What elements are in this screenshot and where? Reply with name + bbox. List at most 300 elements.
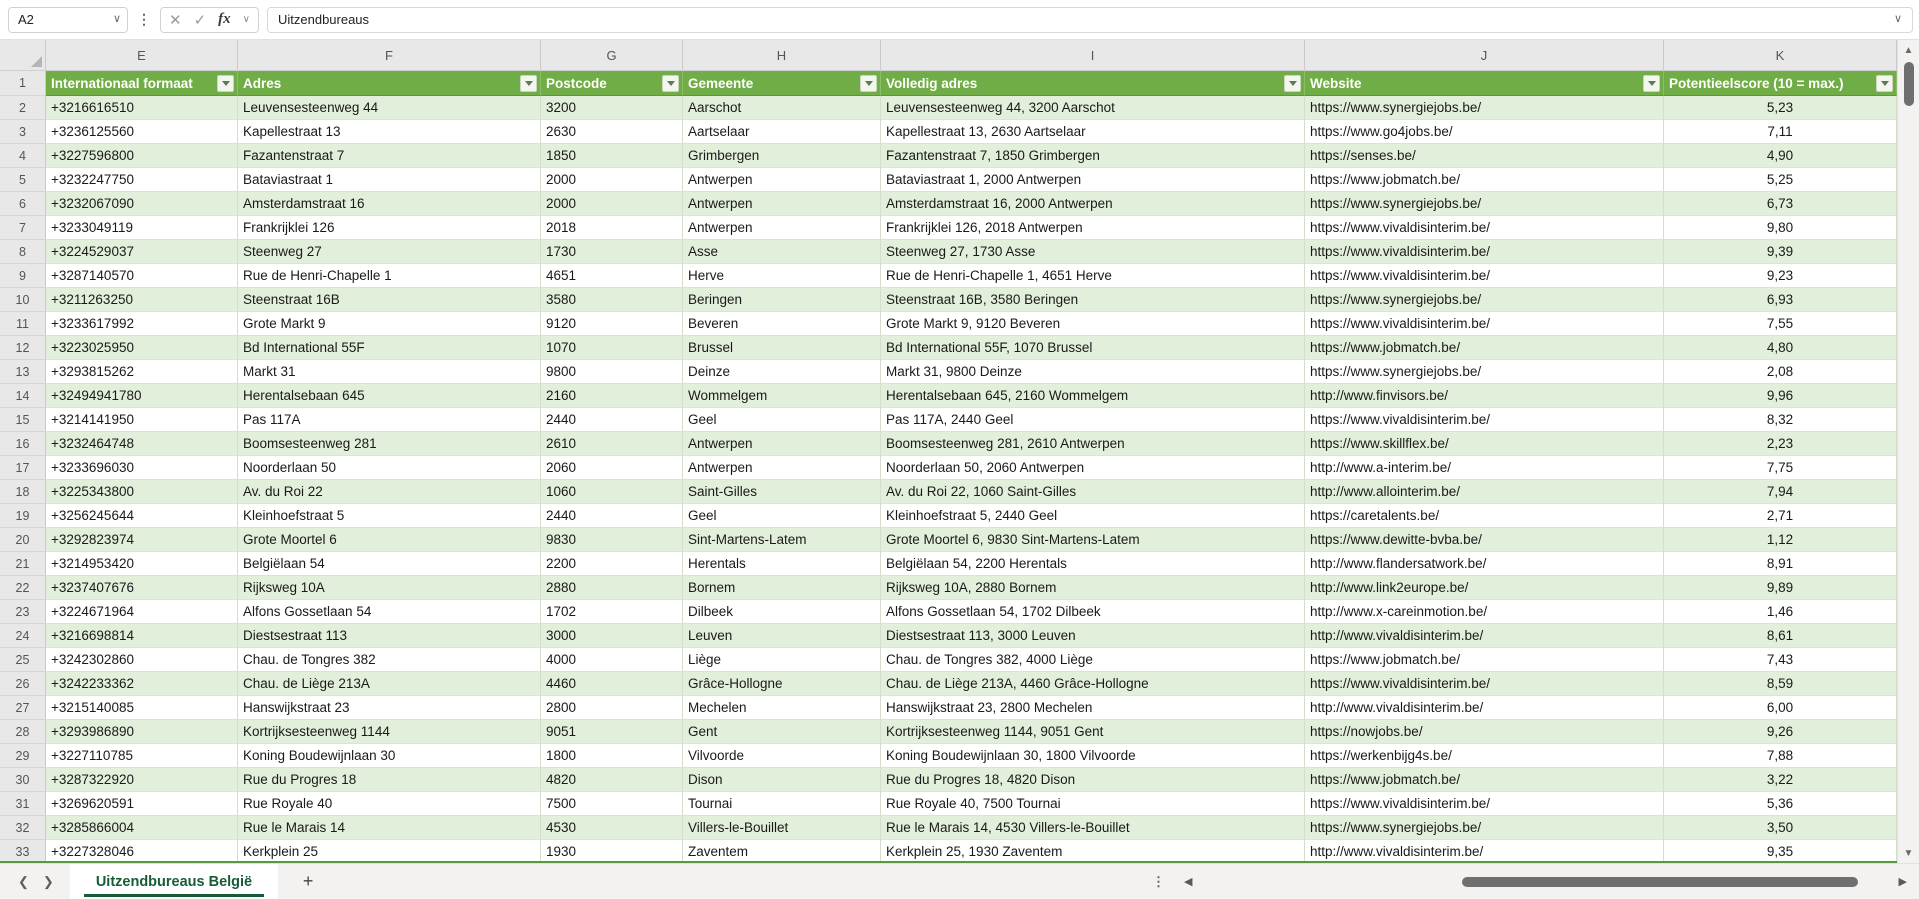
cell-H12[interactable]: Brussel (683, 336, 881, 360)
cell-K28[interactable]: 9,26 (1664, 720, 1897, 744)
cell-I2[interactable]: Leuvensesteenweg 44, 3200 Aarschot (881, 96, 1305, 120)
cell-K25[interactable]: 7,43 (1664, 648, 1897, 672)
cell-G12[interactable]: 1070 (541, 336, 683, 360)
cell-E30[interactable]: +3287322920 (46, 768, 238, 792)
cell-G23[interactable]: 1702 (541, 600, 683, 624)
row-header-25[interactable]: 25 (0, 648, 46, 672)
sheet-tab-active[interactable] (70, 864, 278, 899)
cell-K19[interactable]: 2,71 (1664, 504, 1897, 528)
cell-F12[interactable]: Bd International 55F (238, 336, 541, 360)
cell-G32[interactable]: 4530 (541, 816, 683, 840)
row-header-11[interactable]: 11 (0, 312, 46, 336)
cell-K21[interactable]: 8,91 (1664, 552, 1897, 576)
cell-E28[interactable]: +3293986890 (46, 720, 238, 744)
cell-H27[interactable]: Mechelen (683, 696, 881, 720)
cell-H5[interactable]: Antwerpen (683, 168, 881, 192)
row-header-28[interactable]: 28 (0, 720, 46, 744)
cell-K27[interactable]: 6,00 (1664, 696, 1897, 720)
cell-F11[interactable]: Grote Markt 9 (238, 312, 541, 336)
cell-G8[interactable]: 1730 (541, 240, 683, 264)
cell-E19[interactable]: +3256245644 (46, 504, 238, 528)
cell-K8[interactable]: 9,39 (1664, 240, 1897, 264)
cell-K4[interactable]: 4,90 (1664, 144, 1897, 168)
cell-E10[interactable]: +3211263250 (46, 288, 238, 312)
cell-I22[interactable]: Rijksweg 10A, 2880 Bornem (881, 576, 1305, 600)
row-header-32[interactable]: 32 (0, 816, 46, 840)
filter-button-F[interactable] (520, 75, 537, 92)
cell-F9[interactable]: Rue de Henri-Chapelle 1 (238, 264, 541, 288)
scroll-up-icon[interactable]: ▲ (1903, 44, 1914, 56)
cell-I4[interactable]: Fazantenstraat 7, 1850 Grimbergen (881, 144, 1305, 168)
cell-I12[interactable]: Bd International 55F, 1070 Brussel (881, 336, 1305, 360)
table-header-G[interactable] (541, 71, 683, 96)
cell-H6[interactable]: Antwerpen (683, 192, 881, 216)
cell-J28[interactable]: https://nowjobs.be/ (1305, 720, 1664, 744)
cell-J27[interactable]: http://www.vivaldisinterim.be/ (1305, 696, 1664, 720)
column-header-E[interactable]: E (46, 40, 238, 70)
cell-K18[interactable]: 7,94 (1664, 480, 1897, 504)
cell-F18[interactable]: Av. du Roi 22 (238, 480, 541, 504)
cell-J19[interactable]: https://caretalents.be/ (1305, 504, 1664, 528)
cell-H23[interactable]: Dilbeek (683, 600, 881, 624)
cell-F29[interactable]: Koning Boudewijnlaan 30 (238, 744, 541, 768)
table-header-H[interactable] (683, 71, 881, 96)
add-sheet-button[interactable]: + (302, 871, 314, 891)
cell-K12[interactable]: 4,80 (1664, 336, 1897, 360)
cell-J10[interactable]: https://www.synergiejobs.be/ (1305, 288, 1664, 312)
cell-J33[interactable]: http://www.vivaldisinterim.be/ (1305, 840, 1664, 863)
cell-J14[interactable]: http://www.finvisors.be/ (1305, 384, 1664, 408)
cell-E9[interactable]: +3287140570 (46, 264, 238, 288)
cell-J31[interactable]: https://www.vivaldisinterim.be/ (1305, 792, 1664, 816)
cell-F5[interactable]: Bataviastraat 1 (238, 168, 541, 192)
cell-J29[interactable]: https://werkenbijg4s.be/ (1305, 744, 1664, 768)
cell-I14[interactable]: Herentalsebaan 645, 2160 Wommelgem (881, 384, 1305, 408)
cell-K5[interactable]: 5,25 (1664, 168, 1897, 192)
cell-E24[interactable]: +3216698814 (46, 624, 238, 648)
cell-H9[interactable]: Herve (683, 264, 881, 288)
cell-G31[interactable]: 7500 (541, 792, 683, 816)
cell-H14[interactable]: Wommelgem (683, 384, 881, 408)
cell-E8[interactable]: +3224529037 (46, 240, 238, 264)
cell-K9[interactable]: 9,23 (1664, 264, 1897, 288)
cell-H22[interactable]: Bornem (683, 576, 881, 600)
cell-J23[interactable]: http://www.x-careinmotion.be/ (1305, 600, 1664, 624)
cell-I13[interactable]: Markt 31, 9800 Deinze (881, 360, 1305, 384)
cell-I9[interactable]: Rue de Henri-Chapelle 1, 4651 Herve (881, 264, 1305, 288)
cell-E20[interactable]: +3292823974 (46, 528, 238, 552)
row-header-22[interactable]: 22 (0, 576, 46, 600)
cell-H33[interactable]: Zaventem (683, 840, 881, 863)
cell-I29[interactable]: Koning Boudewijnlaan 30, 1800 Vilvoorde (881, 744, 1305, 768)
cell-F24[interactable]: Diestsestraat 113 (238, 624, 541, 648)
cell-J26[interactable]: https://www.vivaldisinterim.be/ (1305, 672, 1664, 696)
cell-I15[interactable]: Pas 117A, 2440 Geel (881, 408, 1305, 432)
cell-F13[interactable]: Markt 31 (238, 360, 541, 384)
table-header-J[interactable] (1305, 71, 1664, 96)
cell-K24[interactable]: 8,61 (1664, 624, 1897, 648)
cell-J4[interactable]: https://senses.be/ (1305, 144, 1664, 168)
cell-K23[interactable]: 1,46 (1664, 600, 1897, 624)
row-header-29[interactable]: 29 (0, 744, 46, 768)
cell-H26[interactable]: Grâce-Hollogne (683, 672, 881, 696)
cell-H20[interactable]: Sint-Martens-Latem (683, 528, 881, 552)
next-sheet-icon[interactable]: ❯ (42, 873, 54, 889)
cell-H28[interactable]: Gent (683, 720, 881, 744)
cell-E15[interactable]: +3214141950 (46, 408, 238, 432)
row-header-26[interactable]: 26 (0, 672, 46, 696)
row-header-8[interactable]: 8 (0, 240, 46, 264)
cell-I19[interactable]: Kleinhoefstraat 5, 2440 Geel (881, 504, 1305, 528)
cell-H10[interactable]: Beringen (683, 288, 881, 312)
cell-K11[interactable]: 7,55 (1664, 312, 1897, 336)
cell-H31[interactable]: Tournai (683, 792, 881, 816)
cell-I21[interactable]: Belgiëlaan 54, 2200 Herentals (881, 552, 1305, 576)
column-header-K[interactable]: K (1664, 40, 1897, 70)
cell-J20[interactable]: https://www.dewitte-bvba.be/ (1305, 528, 1664, 552)
tab-bar-kebab-icon[interactable]: ⋮ (1152, 873, 1165, 889)
cell-K17[interactable]: 7,75 (1664, 456, 1897, 480)
cell-G17[interactable]: 2060 (541, 456, 683, 480)
cell-G33[interactable]: 1930 (541, 840, 683, 863)
cell-F3[interactable]: Kapellestraat 13 (238, 120, 541, 144)
row-header-4[interactable]: 4 (0, 144, 46, 168)
name-box[interactable] (8, 7, 128, 33)
cell-F27[interactable]: Hanswijkstraat 23 (238, 696, 541, 720)
cell-H13[interactable]: Deinze (683, 360, 881, 384)
cell-G2[interactable]: 3200 (541, 96, 683, 120)
row-header-16[interactable]: 16 (0, 432, 46, 456)
cell-I24[interactable]: Diestsestraat 113, 3000 Leuven (881, 624, 1305, 648)
row-header-27[interactable]: 27 (0, 696, 46, 720)
column-header-I[interactable]: I (881, 40, 1305, 70)
cell-E13[interactable]: +3293815262 (46, 360, 238, 384)
cell-H16[interactable]: Antwerpen (683, 432, 881, 456)
filter-button-H[interactable] (860, 75, 877, 92)
cell-I18[interactable]: Av. du Roi 22, 1060 Saint-Gilles (881, 480, 1305, 504)
cell-I26[interactable]: Chau. de Liège 213A, 4460 Grâce-Hollogne (881, 672, 1305, 696)
cell-E11[interactable]: +3233617992 (46, 312, 238, 336)
cell-G20[interactable]: 9830 (541, 528, 683, 552)
cell-F6[interactable]: Amsterdamstraat 16 (238, 192, 541, 216)
cell-J15[interactable]: https://www.vivaldisinterim.be/ (1305, 408, 1664, 432)
cell-E7[interactable]: +3233049119 (46, 216, 238, 240)
row-header-12[interactable]: 12 (0, 336, 46, 360)
cell-F8[interactable]: Steenweg 27 (238, 240, 541, 264)
row-header-3[interactable]: 3 (0, 120, 46, 144)
cell-G19[interactable]: 2440 (541, 504, 683, 528)
cell-H7[interactable]: Antwerpen (683, 216, 881, 240)
select-all-corner[interactable] (0, 40, 46, 70)
cell-H15[interactable]: Geel (683, 408, 881, 432)
cell-H32[interactable]: Villers-le-Bouillet (683, 816, 881, 840)
scroll-left-icon[interactable]: ◀ (1184, 876, 1193, 888)
cell-G16[interactable]: 2610 (541, 432, 683, 456)
cell-K22[interactable]: 9,89 (1664, 576, 1897, 600)
cell-F19[interactable]: Kleinhoefstraat 5 (238, 504, 541, 528)
cell-G13[interactable]: 9800 (541, 360, 683, 384)
row-header-10[interactable]: 10 (0, 288, 46, 312)
filter-button-J[interactable] (1643, 75, 1660, 92)
cell-I8[interactable]: Steenweg 27, 1730 Asse (881, 240, 1305, 264)
cell-F14[interactable]: Herentalsebaan 645 (238, 384, 541, 408)
scroll-down-icon[interactable]: ▼ (1903, 847, 1914, 859)
cell-I16[interactable]: Boomsesteenweg 281, 2610 Antwerpen (881, 432, 1305, 456)
cell-G9[interactable]: 4651 (541, 264, 683, 288)
cell-F10[interactable]: Steenstraat 16B (238, 288, 541, 312)
table-header-F[interactable] (238, 71, 541, 96)
cell-E21[interactable]: +3214953420 (46, 552, 238, 576)
cell-K13[interactable]: 2,08 (1664, 360, 1897, 384)
row-header-30[interactable]: 30 (0, 768, 46, 792)
formula-bar-kebab-icon[interactable]: ⋮ (137, 11, 151, 27)
cell-I32[interactable]: Rue le Marais 14, 4530 Villers-le-Bouillet (881, 816, 1305, 840)
cell-G11[interactable]: 9120 (541, 312, 683, 336)
cell-I3[interactable]: Kapellestraat 13, 2630 Aartselaar (881, 120, 1305, 144)
cell-E26[interactable]: +3242233362 (46, 672, 238, 696)
cell-K2[interactable]: 5,23 (1664, 96, 1897, 120)
row-header-15[interactable]: 15 (0, 408, 46, 432)
row-header-13[interactable]: 13 (0, 360, 46, 384)
row-header-9[interactable]: 9 (0, 264, 46, 288)
cell-K26[interactable]: 8,59 (1664, 672, 1897, 696)
prev-sheet-icon[interactable]: ❮ (18, 873, 29, 889)
cell-H30[interactable]: Dison (683, 768, 881, 792)
cell-E27[interactable]: +3215140085 (46, 696, 238, 720)
row-header-20[interactable]: 20 (0, 528, 46, 552)
cell-J25[interactable]: https://www.jobmatch.be/ (1305, 648, 1664, 672)
cell-J3[interactable]: https://www.go4jobs.be/ (1305, 120, 1664, 144)
row-header-2[interactable]: 2 (0, 96, 46, 120)
cell-K6[interactable]: 6,73 (1664, 192, 1897, 216)
filter-button-I[interactable] (1284, 75, 1301, 92)
cell-G4[interactable]: 1850 (541, 144, 683, 168)
cell-G22[interactable]: 2880 (541, 576, 683, 600)
cell-F23[interactable]: Alfons Gossetlaan 54 (238, 600, 541, 624)
cell-H24[interactable]: Leuven (683, 624, 881, 648)
cell-K29[interactable]: 7,88 (1664, 744, 1897, 768)
cell-I10[interactable]: Steenstraat 16B, 3580 Beringen (881, 288, 1305, 312)
cell-G29[interactable]: 1800 (541, 744, 683, 768)
cell-G18[interactable]: 1060 (541, 480, 683, 504)
cell-G24[interactable]: 3000 (541, 624, 683, 648)
column-header-J[interactable]: J (1305, 40, 1664, 70)
cell-J8[interactable]: https://www.vivaldisinterim.be/ (1305, 240, 1664, 264)
cell-J22[interactable]: http://www.link2europe.be/ (1305, 576, 1664, 600)
cell-J13[interactable]: https://www.synergiejobs.be/ (1305, 360, 1664, 384)
cell-G28[interactable]: 9051 (541, 720, 683, 744)
cell-E29[interactable]: +3227110785 (46, 744, 238, 768)
horizontal-scrollbar[interactable] (1178, 864, 1913, 899)
cell-J30[interactable]: https://www.jobmatch.be/ (1305, 768, 1664, 792)
cell-F4[interactable]: Fazantenstraat 7 (238, 144, 541, 168)
cell-E6[interactable]: +3232067090 (46, 192, 238, 216)
cell-K33[interactable]: 9,35 (1664, 840, 1897, 863)
cell-E22[interactable]: +3237407676 (46, 576, 238, 600)
cell-F26[interactable]: Chau. de Liège 213A (238, 672, 541, 696)
cell-I27[interactable]: Hanswijkstraat 23, 2800 Mechelen (881, 696, 1305, 720)
cell-E3[interactable]: +3236125560 (46, 120, 238, 144)
cell-G26[interactable]: 4460 (541, 672, 683, 696)
table-header-E[interactable] (46, 71, 238, 96)
scroll-right-icon[interactable]: ▶ (1898, 876, 1907, 888)
cell-G25[interactable]: 4000 (541, 648, 683, 672)
cell-E25[interactable]: +3242302860 (46, 648, 238, 672)
cell-K15[interactable]: 8,32 (1664, 408, 1897, 432)
cell-K31[interactable]: 5,36 (1664, 792, 1897, 816)
cell-J9[interactable]: https://www.vivaldisinterim.be/ (1305, 264, 1664, 288)
filter-button-E[interactable] (217, 75, 234, 92)
cell-J16[interactable]: https://www.skillflex.be/ (1305, 432, 1664, 456)
cell-J7[interactable]: https://www.vivaldisinterim.be/ (1305, 216, 1664, 240)
row-header-23[interactable]: 23 (0, 600, 46, 624)
cell-G30[interactable]: 4820 (541, 768, 683, 792)
vertical-scrollbar[interactable] (1897, 40, 1919, 863)
cell-J24[interactable]: http://www.vivaldisinterim.be/ (1305, 624, 1664, 648)
cell-H8[interactable]: Asse (683, 240, 881, 264)
cancel-entry-icon[interactable]: ✕ (169, 11, 182, 29)
cell-F20[interactable]: Grote Moortel 6 (238, 528, 541, 552)
row-header-14[interactable]: 14 (0, 384, 46, 408)
cell-I31[interactable]: Rue Royale 40, 7500 Tournai (881, 792, 1305, 816)
cell-G10[interactable]: 3580 (541, 288, 683, 312)
cell-H4[interactable]: Grimbergen (683, 144, 881, 168)
cell-H18[interactable]: Saint-Gilles (683, 480, 881, 504)
formula-bar-expand-icon[interactable]: ∨ (1893, 13, 1902, 25)
confirm-entry-icon[interactable]: ✓ (193, 11, 207, 29)
cell-E18[interactable]: +3225343800 (46, 480, 238, 504)
cell-G6[interactable]: 2000 (541, 192, 683, 216)
cell-E2[interactable]: +3216616510 (46, 96, 238, 120)
cell-I7[interactable]: Frankrijklei 126, 2018 Antwerpen (881, 216, 1305, 240)
row-header-21[interactable]: 21 (0, 552, 46, 576)
cell-J17[interactable]: http://www.a-interim.be/ (1305, 456, 1664, 480)
cell-K10[interactable]: 6,93 (1664, 288, 1897, 312)
horizontal-scroll-track[interactable] (1198, 876, 1892, 888)
cell-G21[interactable]: 2200 (541, 552, 683, 576)
cell-I6[interactable]: Amsterdamstraat 16, 2000 Antwerpen (881, 192, 1305, 216)
cell-E16[interactable]: +3232464748 (46, 432, 238, 456)
cell-E23[interactable]: +3224671964 (46, 600, 238, 624)
filter-button-K[interactable] (1876, 75, 1893, 92)
cell-J2[interactable]: https://www.synergiejobs.be/ (1305, 96, 1664, 120)
cell-F22[interactable]: Rijksweg 10A (238, 576, 541, 600)
cell-H2[interactable]: Aarschot (683, 96, 881, 120)
cell-F25[interactable]: Chau. de Tongres 382 (238, 648, 541, 672)
cell-E31[interactable]: +3269620591 (46, 792, 238, 816)
cell-E5[interactable]: +3232247750 (46, 168, 238, 192)
vertical-scroll-thumb[interactable] (1904, 62, 1914, 106)
cell-E17[interactable]: +3233696030 (46, 456, 238, 480)
cell-I30[interactable]: Rue du Progres 18, 4820 Dison (881, 768, 1305, 792)
cell-K16[interactable]: 2,23 (1664, 432, 1897, 456)
cell-J32[interactable]: https://www.synergiejobs.be/ (1305, 816, 1664, 840)
cell-F7[interactable]: Frankrijklei 126 (238, 216, 541, 240)
cell-F2[interactable]: Leuvensesteenweg 44 (238, 96, 541, 120)
cell-E32[interactable]: +3285866004 (46, 816, 238, 840)
cell-K20[interactable]: 1,12 (1664, 528, 1897, 552)
cell-J18[interactable]: http://www.allointerim.be/ (1305, 480, 1664, 504)
cell-K7[interactable]: 9,80 (1664, 216, 1897, 240)
cell-J12[interactable]: https://www.jobmatch.be/ (1305, 336, 1664, 360)
row-header-31[interactable]: 31 (0, 792, 46, 816)
cell-H29[interactable]: Vilvoorde (683, 744, 881, 768)
row-header-6[interactable]: 6 (0, 192, 46, 216)
cell-K30[interactable]: 3,22 (1664, 768, 1897, 792)
cell-E12[interactable]: +3223025950 (46, 336, 238, 360)
cell-F16[interactable]: Boomsesteenweg 281 (238, 432, 541, 456)
cell-H3[interactable]: Aartselaar (683, 120, 881, 144)
cell-H19[interactable]: Geel (683, 504, 881, 528)
cell-J5[interactable]: https://www.jobmatch.be/ (1305, 168, 1664, 192)
row-header-19[interactable]: 19 (0, 504, 46, 528)
cell-H17[interactable]: Antwerpen (683, 456, 881, 480)
cell-J6[interactable]: https://www.synergiejobs.be/ (1305, 192, 1664, 216)
row-header-7[interactable]: 7 (0, 216, 46, 240)
table-header-I[interactable] (881, 71, 1305, 96)
filter-button-G[interactable] (662, 75, 679, 92)
cell-G5[interactable]: 2000 (541, 168, 683, 192)
horizontal-scroll-thumb[interactable] (1462, 877, 1858, 887)
cell-H25[interactable]: Liège (683, 648, 881, 672)
column-header-G[interactable]: G (541, 40, 683, 70)
cell-I20[interactable]: Grote Moortel 6, 9830 Sint-Martens-Latem (881, 528, 1305, 552)
cell-E14[interactable]: +32494941780 (46, 384, 238, 408)
row-header-5[interactable]: 5 (0, 168, 46, 192)
row-header-1[interactable]: 1 (0, 71, 46, 96)
cell-I17[interactable]: Noorderlaan 50, 2060 Antwerpen (881, 456, 1305, 480)
row-header-18[interactable]: 18 (0, 480, 46, 504)
row-header-33[interactable]: 33 (0, 840, 46, 863)
cell-F28[interactable]: Kortrijksesteenweg 1144 (238, 720, 541, 744)
cell-E33[interactable]: +3227328046 (46, 840, 238, 863)
row-header-17[interactable]: 17 (0, 456, 46, 480)
cell-G27[interactable]: 2800 (541, 696, 683, 720)
cell-G15[interactable]: 2440 (541, 408, 683, 432)
cell-K32[interactable]: 3,50 (1664, 816, 1897, 840)
cell-I23[interactable]: Alfons Gossetlaan 54, 1702 Dilbeek (881, 600, 1305, 624)
cell-H11[interactable]: Beveren (683, 312, 881, 336)
cell-J21[interactable]: http://www.flandersatwork.be/ (1305, 552, 1664, 576)
function-chevron-icon[interactable]: ∨ (242, 14, 250, 25)
cell-I33[interactable]: Kerkplein 25, 1930 Zaventem (881, 840, 1305, 863)
cell-J11[interactable]: https://www.vivaldisinterim.be/ (1305, 312, 1664, 336)
insert-function-icon[interactable]: fx (218, 11, 231, 27)
formula-input[interactable] (267, 7, 1913, 33)
cell-I28[interactable]: Kortrijksesteenweg 1144, 9051 Gent (881, 720, 1305, 744)
cell-E4[interactable]: +3227596800 (46, 144, 238, 168)
cell-H21[interactable]: Herentals (683, 552, 881, 576)
cell-F32[interactable]: Rue le Marais 14 (238, 816, 541, 840)
cell-F17[interactable]: Noorderlaan 50 (238, 456, 541, 480)
cell-G7[interactable]: 2018 (541, 216, 683, 240)
name-box-chevron-icon[interactable]: ∨ (112, 13, 121, 25)
cell-I11[interactable]: Grote Markt 9, 9120 Beveren (881, 312, 1305, 336)
cell-I25[interactable]: Chau. de Tongres 382, 4000 Liège (881, 648, 1305, 672)
table-header-K[interactable] (1664, 71, 1897, 96)
cell-F31[interactable]: Rue Royale 40 (238, 792, 541, 816)
cell-K14[interactable]: 9,96 (1664, 384, 1897, 408)
cell-F21[interactable]: Belgiëlaan 54 (238, 552, 541, 576)
cell-G3[interactable]: 2630 (541, 120, 683, 144)
cell-F30[interactable]: Rue du Progres 18 (238, 768, 541, 792)
row-header-24[interactable]: 24 (0, 624, 46, 648)
cell-I5[interactable]: Bataviastraat 1, 2000 Antwerpen (881, 168, 1305, 192)
column-header-F[interactable]: F (238, 40, 541, 70)
column-header-H[interactable]: H (683, 40, 881, 70)
cell-F33[interactable]: Kerkplein 25 (238, 840, 541, 863)
cell-K3[interactable]: 7,11 (1664, 120, 1897, 144)
